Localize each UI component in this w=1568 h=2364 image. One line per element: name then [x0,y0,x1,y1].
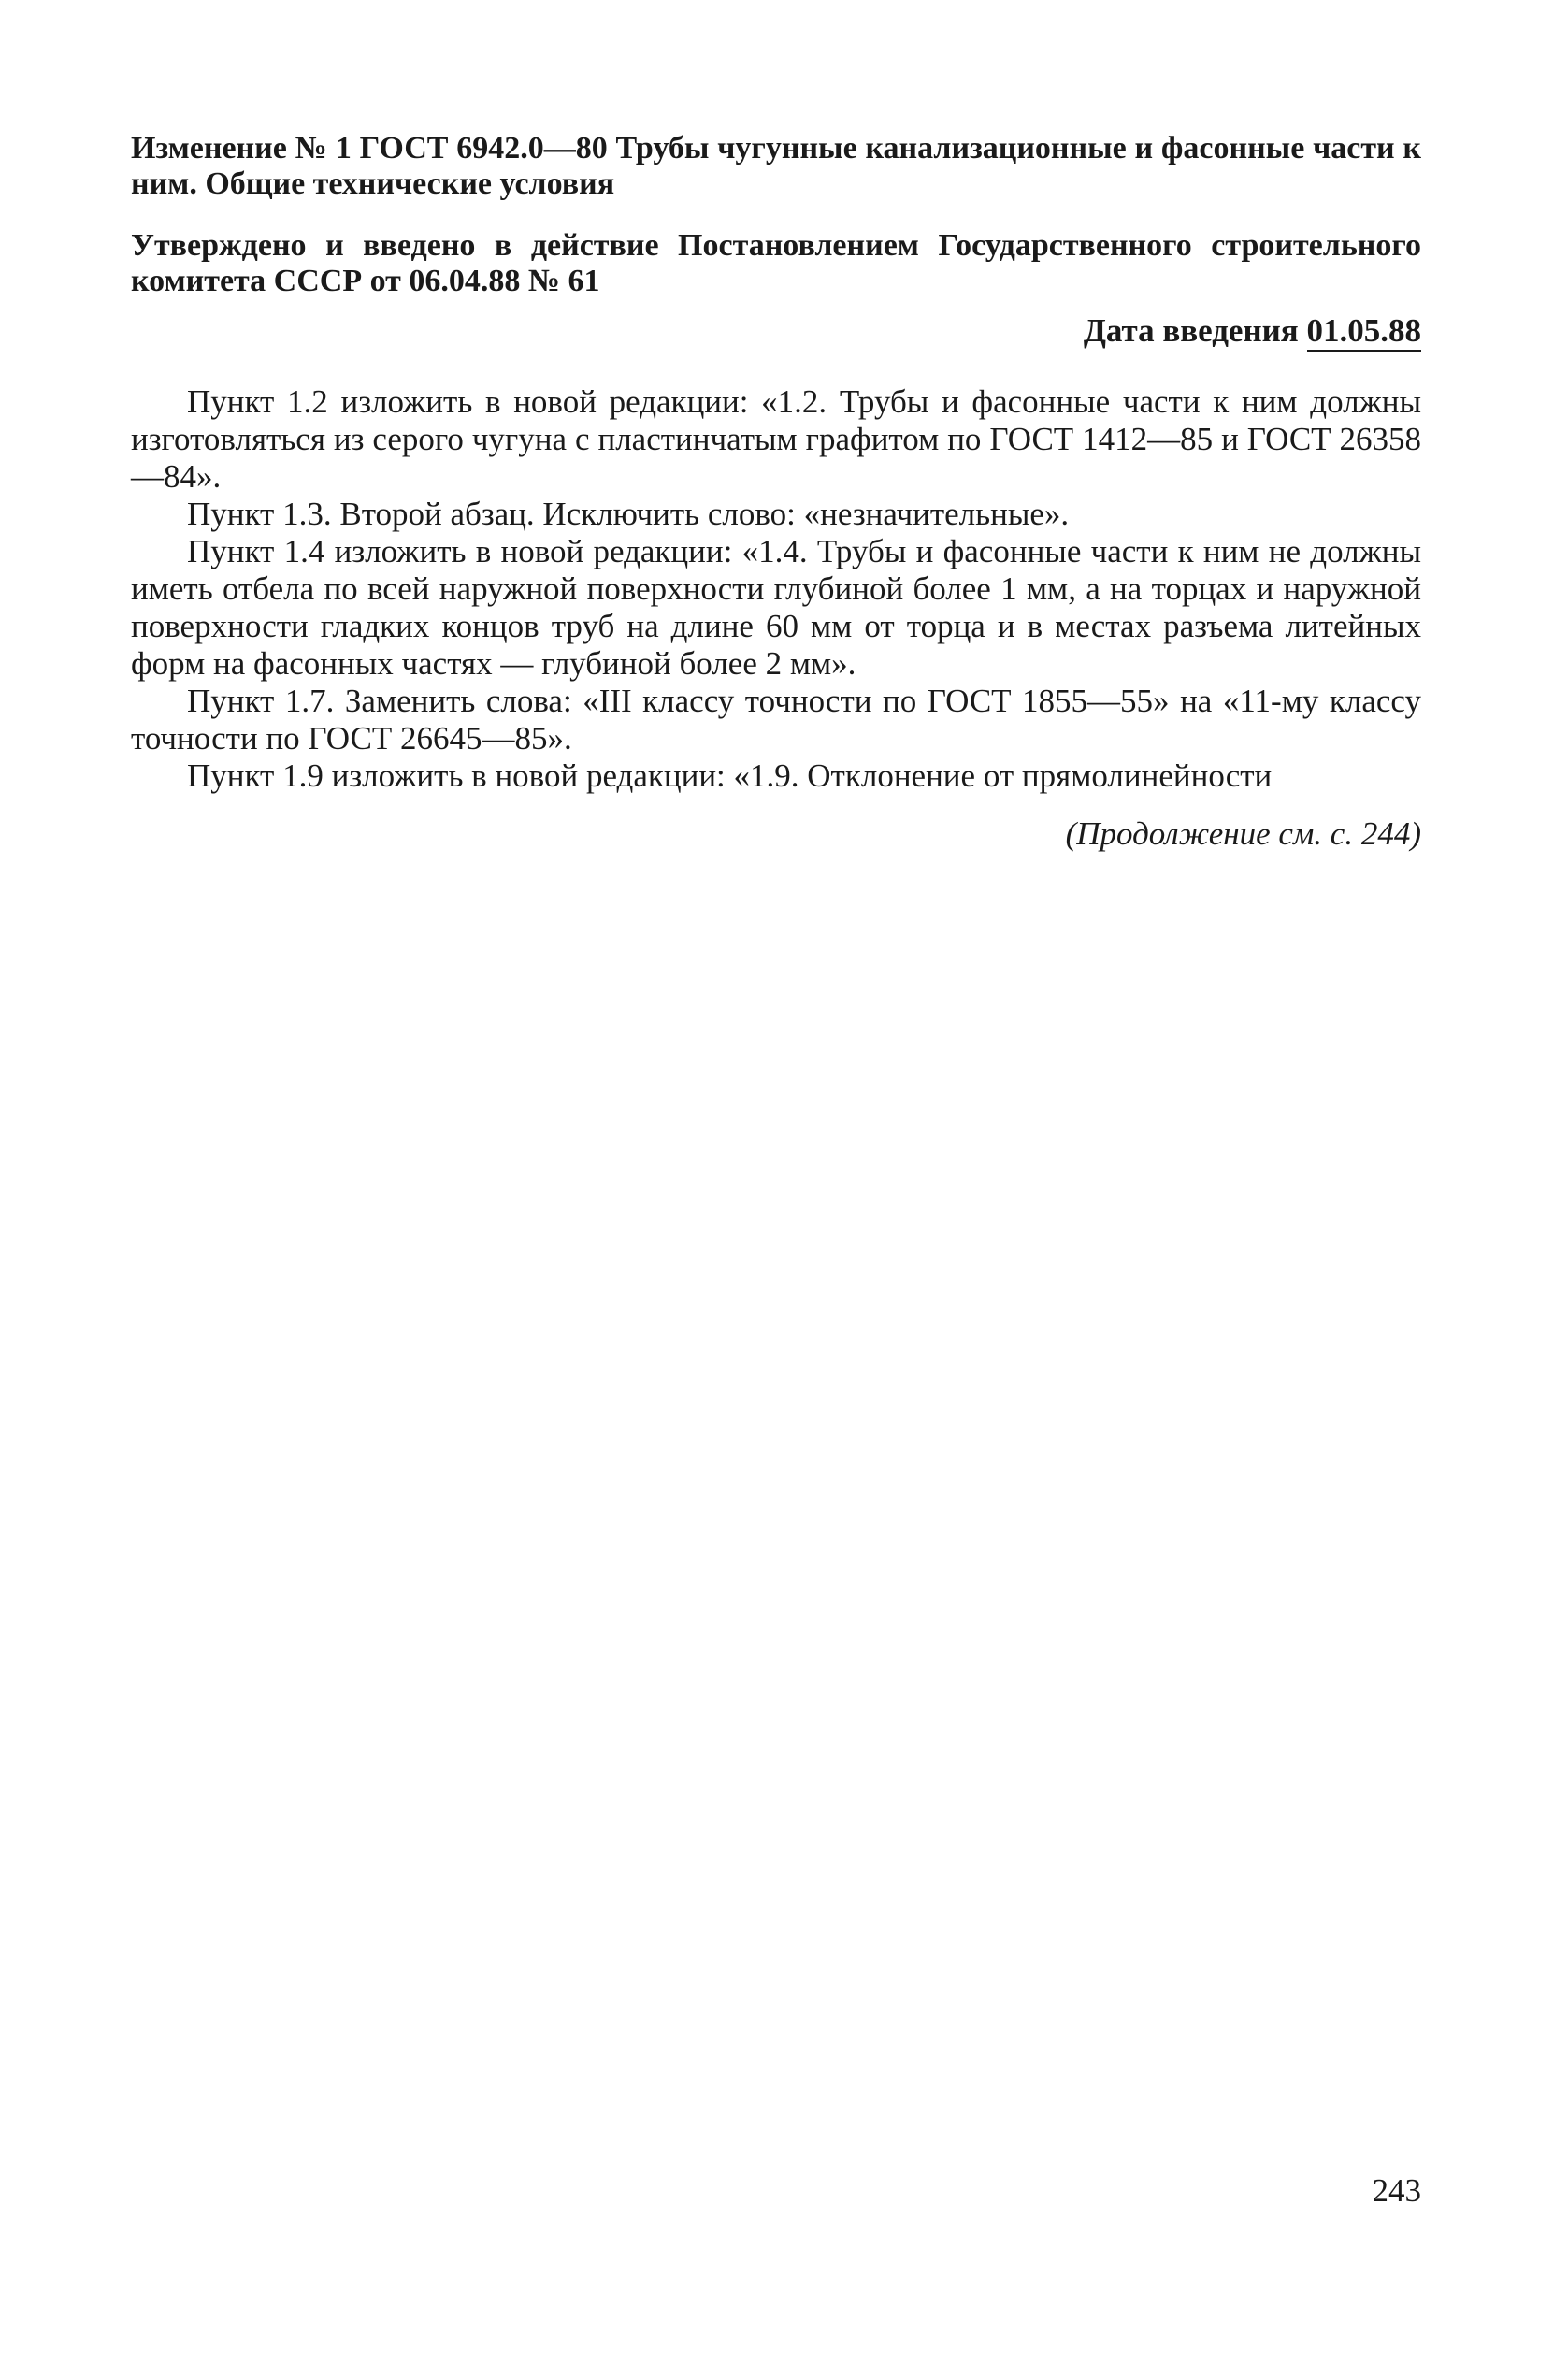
continuation-note: (Продолжение см. с. 244) [1065,815,1421,852]
document-page [131,131,1421,853]
amendment-paragraph: Пункт 1.9 изложить в новой редакции: «1.9. Отклонение от прямолинейности [187,757,1273,794]
effective-date-label: Дата введения [1083,312,1299,349]
page-number: 243 [1372,2172,1421,2209]
effective-date [131,312,1421,350]
approval-statement: Утверждено и введено в действие Постановлением Государственного строительного комитета СССР от 06.04.88 № 61 [131,228,1421,298]
amendment-paragraph: Пункт 1.7. Заменить слова: «III классу точности по ГОСТ 1855—55» на «11-му классу точности по ГОСТ 26645—85». [131,683,1421,757]
amendment-body [131,383,1421,795]
document-title: Изменение № 1 ГОСТ 6942.0—80 Трубы чугунные канализационные и фасонные части к ним. Общие технические условия [131,131,1421,201]
effective-date-value: 01.05.88 [1307,312,1422,352]
amendment-paragraph: Пункт 1.4 изложить в новой редакции: «1.4. Трубы и фасонные части к ним не должны иметь отбела по всей наружной поверхности глубиной более 1 мм, а на торцах и наружной поверхности гладких концов труб на длине 60 мм от торца и в местах разъема литейных форм на фасонных частях — глубиной более 2 мм». [131,533,1421,682]
amendment-paragraph: Пункт 1.2 изложить в новой редакции: «1.2. Трубы и фасонные части к ним должны изготовляться из серого чугуна с пластинчатым графитом по ГОСТ 1412—85 и ГОСТ 26358—84». [131,383,1421,495]
amendment-paragraph: Пункт 1.3. Второй абзац. Исключить слово: «незначительные». [187,496,1070,532]
